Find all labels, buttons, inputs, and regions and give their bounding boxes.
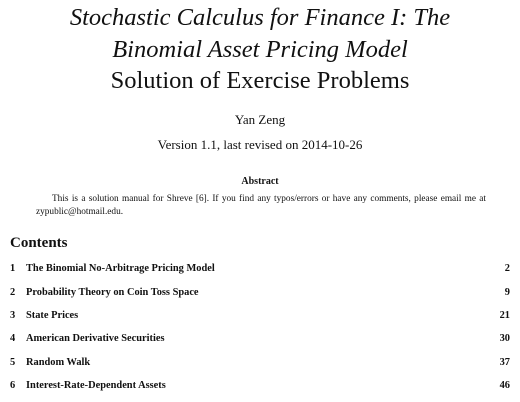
toc-entry-title[interactable]: The Binomial No-Arbitrage Pricing Model (26, 263, 215, 274)
toc-entry-number: 4 (10, 333, 16, 344)
toc-entry[interactable] (10, 263, 510, 277)
author: Yan Zeng (234, 112, 286, 127)
toc-entry-title[interactable]: State Prices (26, 310, 79, 321)
toc-entry-number: 6 (10, 380, 16, 391)
toc-entry-number: 3 (10, 310, 16, 321)
toc-entry-page[interactable]: 9 (504, 287, 510, 298)
toc-entry-title[interactable]: Probability Theory on Coin Toss Space (26, 287, 199, 298)
title-line-2: Binomial Asset Pricing Model (112, 36, 408, 63)
toc-entry[interactable] (10, 333, 510, 347)
toc-entry-title[interactable]: Interest-Rate-Dependent Assets (26, 380, 166, 391)
contents-heading: Contents (10, 235, 68, 251)
toc-entry-page[interactable]: 37 (499, 357, 510, 368)
toc-entry-title[interactable]: American Derivative Securities (26, 333, 165, 344)
toc-entry-page[interactable]: 46 (499, 380, 510, 391)
toc-entry[interactable] (10, 310, 510, 324)
toc-entry-page[interactable]: 30 (499, 333, 510, 344)
toc-entry-number: 1 (10, 263, 16, 274)
abstract-body: This is a solution manual for Shreve [6]. If you find any typos/errors or have any comments, please email me at zypublic@hotmail.edu. (36, 194, 486, 217)
toc-entry[interactable] (10, 357, 510, 371)
toc-entry-page[interactable]: 21 (499, 310, 510, 321)
title-line-3: Solution of Exercise Problems (110, 67, 410, 94)
toc-entry-number: 5 (10, 357, 16, 368)
toc-entry-number: 2 (10, 287, 16, 298)
version-line: Version 1.1, last revised on 2014-10-26 (157, 137, 363, 152)
toc-entry[interactable] (10, 287, 510, 301)
abstract-heading: Abstract (241, 176, 279, 187)
toc-entry[interactable] (10, 380, 510, 394)
toc-entry-title[interactable]: Random Walk (26, 357, 91, 368)
toc-entry-page[interactable]: 2 (504, 263, 510, 274)
title-line-1: Stochastic Calculus for Finance I: The (69, 4, 451, 31)
